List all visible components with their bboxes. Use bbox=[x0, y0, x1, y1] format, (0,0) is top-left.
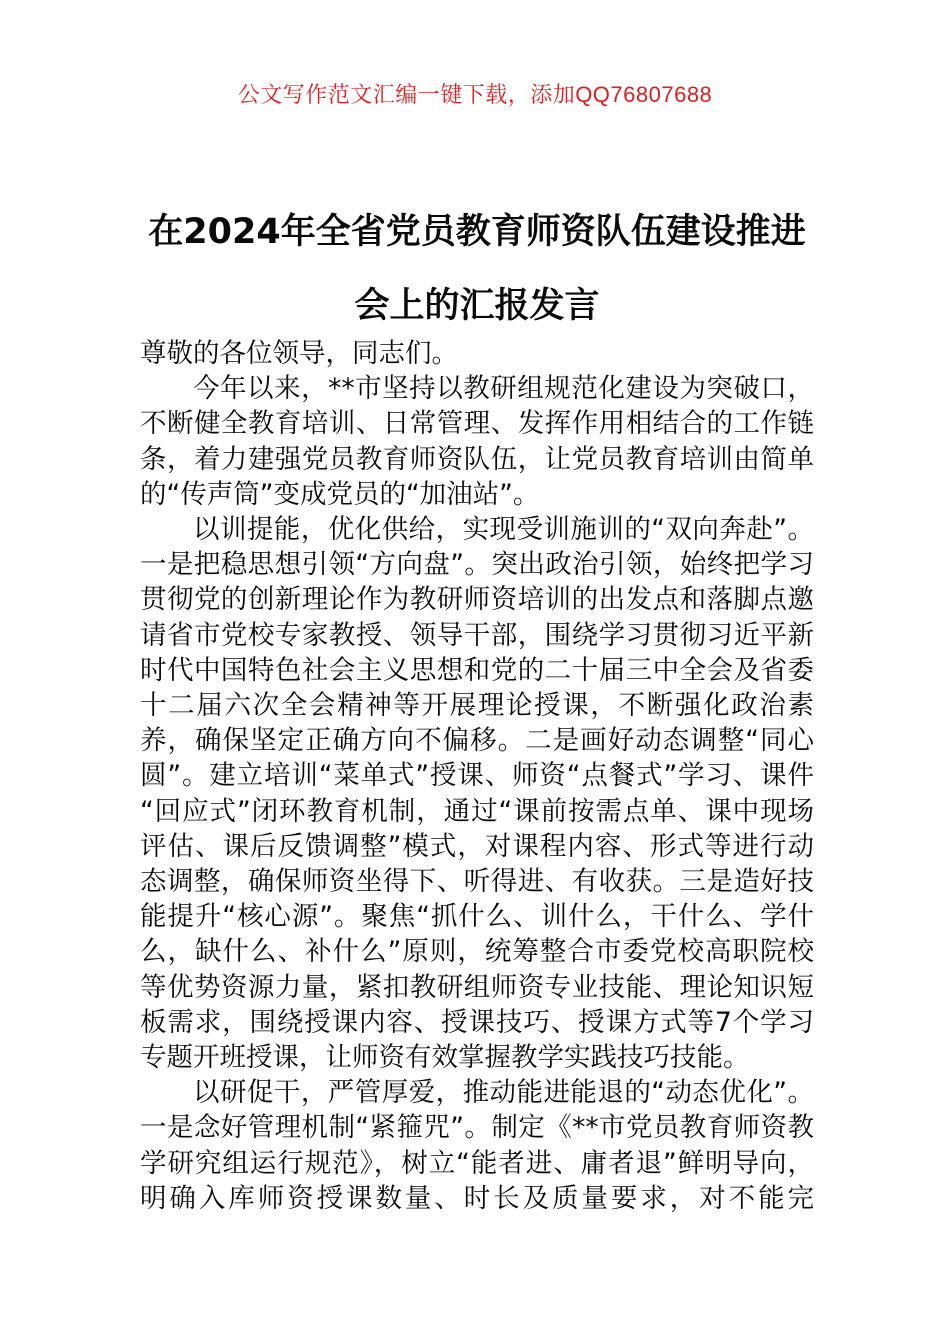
document-title: 在2024年全省党员教育师资队伍建设推进会上的汇报发言 bbox=[148, 212, 806, 327]
promo-header-text: 公文写作范文汇编一键下载，添加QQ76807688 bbox=[237, 82, 713, 107]
salutation-line: 尊敬的各位领导，同志们。 bbox=[140, 338, 458, 369]
document-body bbox=[140, 336, 814, 1216]
paragraph-3: 以研促干，严管厚爱，推动能进能退的“动态优化”。一是念好管理机制“紧箍咒”。制定《**市党员教育师资教学研究组运行规范》，树立“能者进、庸者退”鲜明导向，明确入库师资授课数量、时长及质量要求，对不能完 bbox=[140, 1077, 814, 1214]
paragraph-2: 以训提能，优化供给，实现受训施训的“双向奔赴”。一是把稳思想引领“方向盘”。突出政治引领，始终把学习贯彻党的创新理论作为教研师资培训的出发点和落脚点邀请省市党校专家教授、领导干部，围绕学习贯彻习近平新时代中国特色社会主义思想和党的二十届三中全会及省委十二届六次全会精神等开展理论授课，不断强化政治素养，确保坚定正确方向不偏移。二是画好动态调整“同心圆”。建立培训“菜单式”授课、师资“点餐式”学习、课件“回应式”闭环教育机制，通过“课前按需点单、课中现场评估、课后反馈调整”模式，对课程内容、形式等进行动态调整，确保师资坐得下、听得进、有收获。三是造好技能提升“核心源”。聚焦“抓什么、训什么，干什么、学什么，缺什么、补什么”原则，统筹整合市委党校高职院校等优势资源力量，紧扣教研组师资专业技能、理论知识短板需求，围绕授课内容、授课技巧、授课方式等7个学习专题开班授课，让师资有效掌握教学实践技巧技能。 bbox=[140, 514, 814, 1074]
paragraph-1: 今年以来，**市坚持以教研组规范化建设为突破口，不断健全教育培训、日常管理、发挥作用相结合的工作链条，着力建强党员教育师资队伍，让党员教育培训由简单的“传声筒”变成党员的“加油站”。 bbox=[140, 373, 814, 510]
